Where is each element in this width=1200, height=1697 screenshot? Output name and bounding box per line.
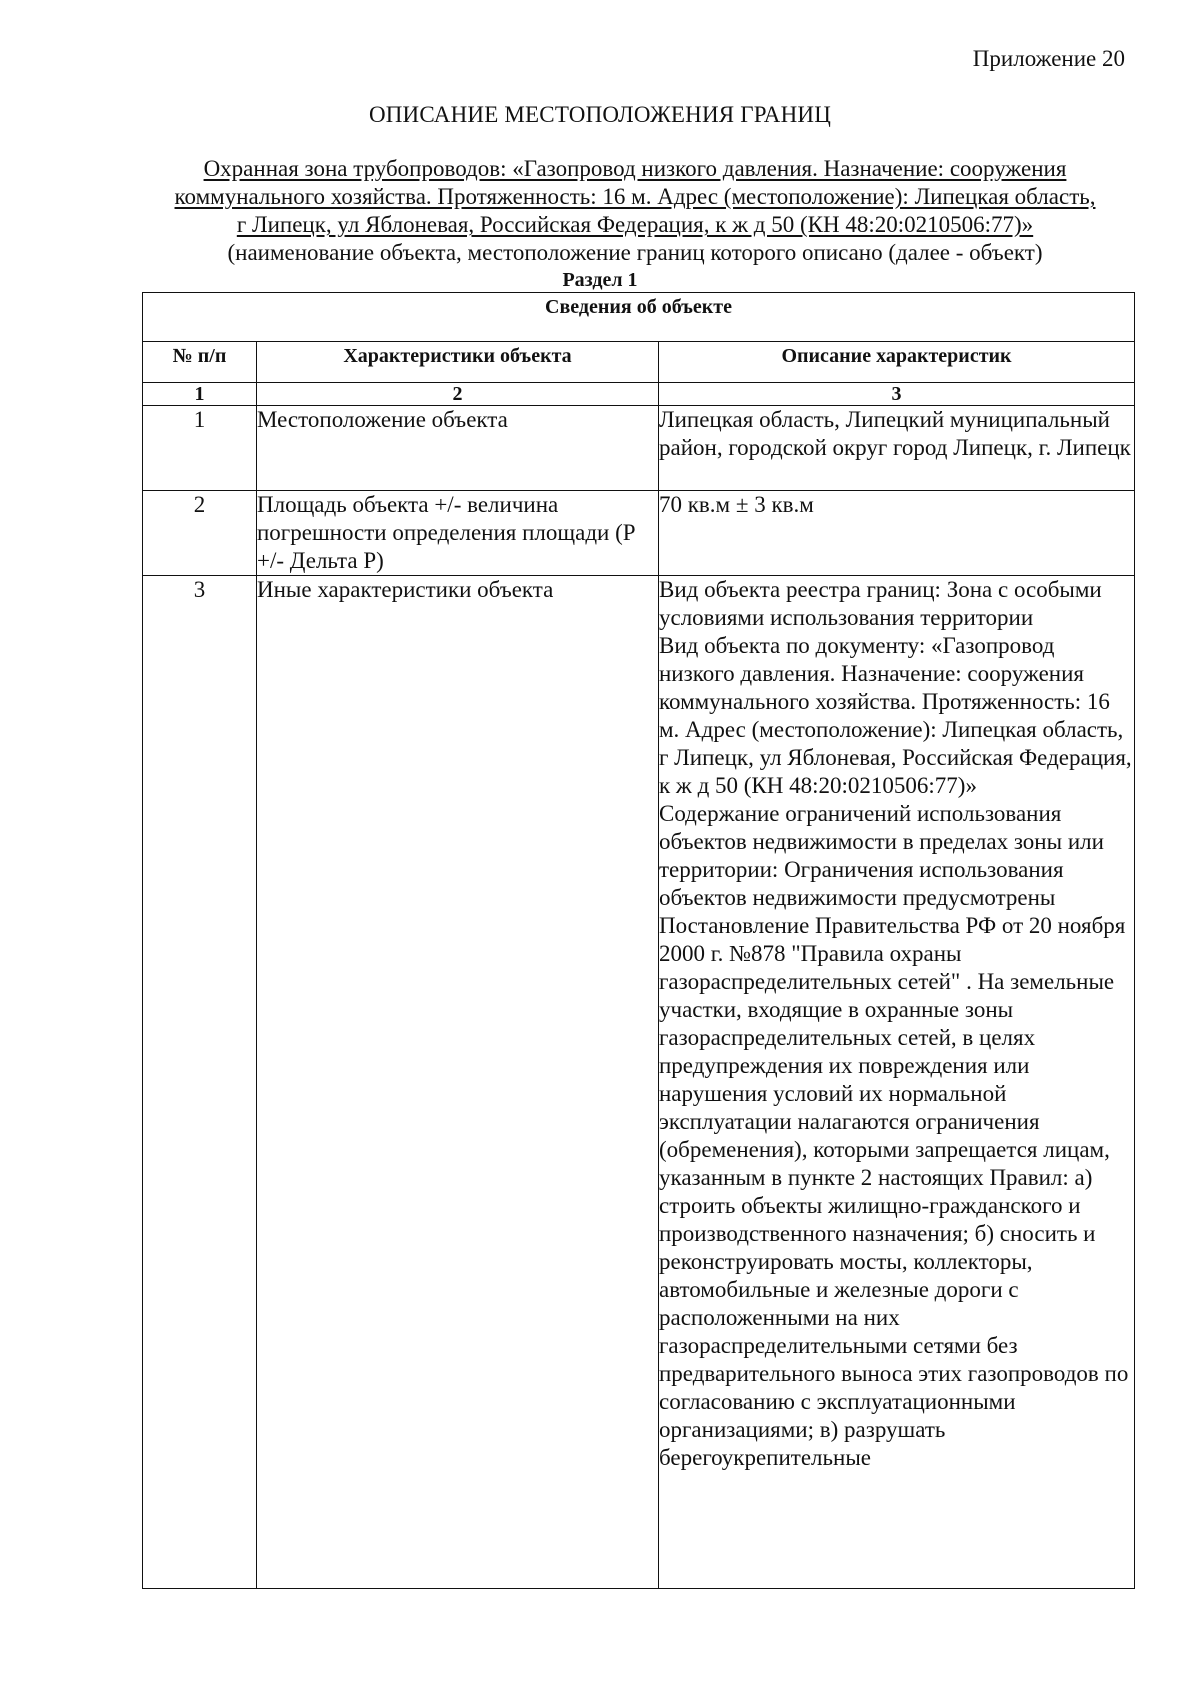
object-name-line: коммунального хозяйства. Протяженность: 16 м. Адрес (местоположение): Липецкая область,	[174, 184, 1096, 209]
row-characteristic: Иные характеристики объекта	[257, 576, 659, 1589]
row-description: 70 кв.м ± 3 кв.м	[659, 491, 1135, 576]
description-paragraph: Вид объекта по документу: «Газопровод низкого давления. Назначение: сооружения коммунального хозяйства. Протяженность: 16 м. Адрес (местоположение): Липецкая область, г Липецк, ул Яблоневая, Российская Федерация, к ж д 50 (КН 48:20:0210506:77)»	[659, 633, 1132, 798]
header-description: Описание характеристик	[659, 342, 1135, 383]
description-paragraph: Вид объекта реестра границ: Зона с особыми условиями использования территории	[659, 577, 1102, 630]
header-num: № п/п	[143, 342, 257, 383]
table-caption-row	[143, 293, 1135, 342]
table-caption: Сведения об объекте	[143, 293, 1135, 342]
description-paragraph: Содержание ограничений использования объектов недвижимости в пределах зоны или территории: Ограничения использования объектов недвижимости предусмотрены Постановление Правительства РФ от 20 ноября 2000 г. №878 "Правила охраны газораспределительных сетей" . На земельные участки, входящие в охранные зоны газораспределительных сетей, в целях предупреждения их повреждения или нарушения условий их нормальной эксплуатации налагаются ограничения (обременения), которыми запрещается лицам, указанным в пункте 2 настоящих Правил: а) строить объекты жилищно-гражданского и производственного назначения; б) сносить и реконструировать мосты, коллекторы, автомобильные и железные дороги с расположенными на них газораспределительными сетями без предварительного выноса этих газопроводов по согласованию с эксплуатационными организациями; в) разрушать берегоукрепительные	[659, 801, 1129, 1470]
table-header-row	[143, 342, 1135, 383]
row-characteristic: Площадь объекта +/- величина погрешности определения площади (P +/- Дельта P)	[257, 491, 659, 576]
row-number: 2	[143, 491, 257, 576]
appendix-label: Приложение 20	[972, 46, 1125, 71]
row-characteristic: Местоположение объекта	[257, 406, 659, 491]
column-index: 3	[659, 383, 1135, 406]
table-row	[143, 576, 1135, 1589]
object-name-line: Охранная зона трубопроводов: «Газопровод низкого давления. Назначение: сооружения	[203, 156, 1067, 181]
row-number: 3	[143, 576, 257, 1589]
column-index-row	[143, 383, 1135, 406]
object-name-line: г Липецк, ул Яблоневая, Российская Федерация, к ж д 50 (КН 48:20:0210506:77)»	[236, 212, 1034, 237]
section-title: Раздел 1	[562, 269, 638, 291]
object-caption: (наименование объекта, местоположение границ которого описано (далее - объект)	[227, 240, 1043, 265]
object-name	[140, 155, 1130, 239]
row-description: Липецкая область, Липецкий муниципальный район, городской округ город Липецк, г. Липецк	[659, 406, 1135, 491]
header-characteristic: Характеристики объекта	[257, 342, 659, 383]
column-index: 1	[143, 383, 257, 406]
table-row	[143, 406, 1135, 491]
column-index: 2	[257, 383, 659, 406]
document-title: ОПИСАНИЕ МЕСТОПОЛОЖЕНИЯ ГРАНИЦ	[368, 102, 832, 127]
row-description	[659, 576, 1135, 1589]
table-row	[143, 491, 1135, 576]
object-info-table	[142, 292, 1135, 1589]
row-number: 1	[143, 406, 257, 491]
